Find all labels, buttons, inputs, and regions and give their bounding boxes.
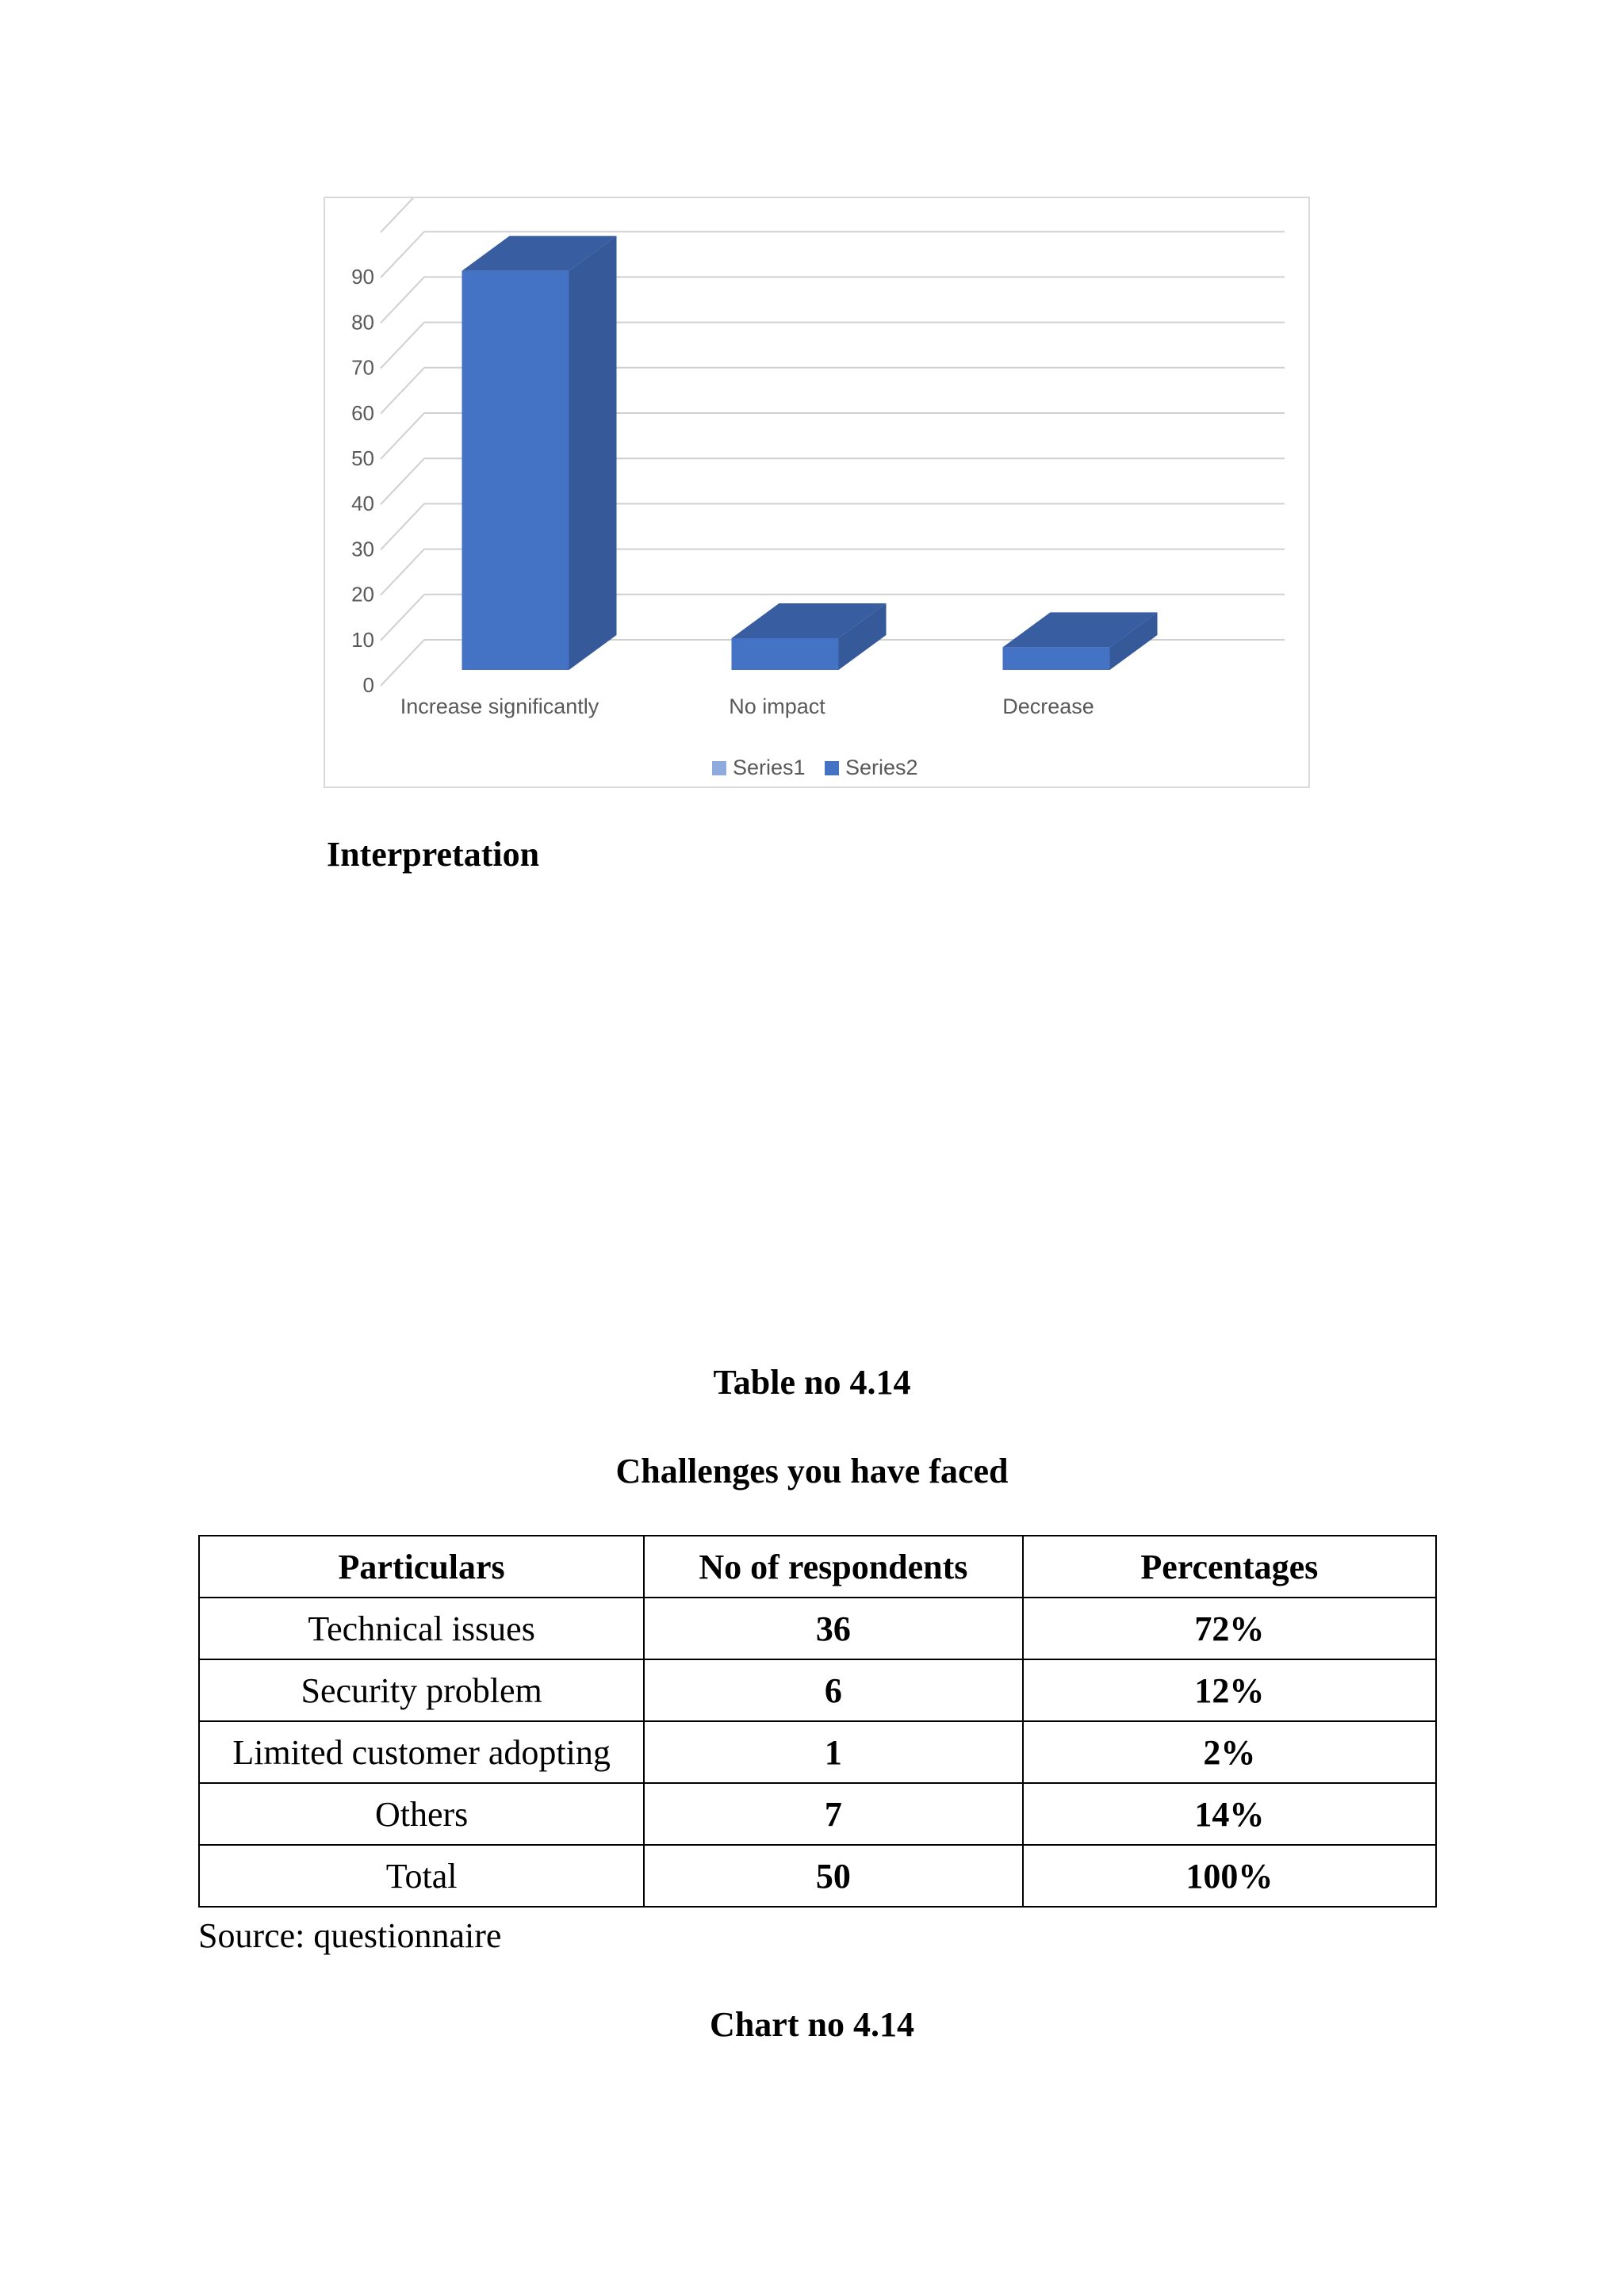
legend-swatch bbox=[712, 761, 726, 775]
gridline-side bbox=[381, 595, 424, 641]
x-category-label: Increase significantly bbox=[400, 695, 599, 718]
gridline-side bbox=[381, 232, 424, 277]
interpretation-heading: Interpretation bbox=[327, 835, 540, 874]
bar-chart bbox=[325, 198, 1308, 786]
cell-particular: Others bbox=[199, 1783, 644, 1845]
y-tick-label: 60 bbox=[351, 400, 374, 425]
cell-respondents: 1 bbox=[644, 1721, 1022, 1783]
table-row bbox=[199, 1659, 1436, 1721]
y-tick-label: 0 bbox=[362, 673, 374, 697]
bar-chart-container bbox=[324, 197, 1310, 788]
y-tick-label: 30 bbox=[351, 537, 374, 561]
gridline-side bbox=[381, 549, 424, 595]
table-row bbox=[199, 1598, 1436, 1659]
cell-respondents: 36 bbox=[644, 1598, 1022, 1659]
gridline-side bbox=[381, 458, 424, 504]
bar-front bbox=[1003, 647, 1110, 670]
gridline-side bbox=[381, 277, 424, 323]
gridline-side bbox=[381, 368, 424, 414]
header-particulars: Particulars bbox=[199, 1536, 644, 1598]
gridline-side bbox=[381, 413, 424, 459]
cell-particular: Security problem bbox=[199, 1659, 644, 1721]
y-tick-label: 10 bbox=[351, 627, 374, 652]
table-row bbox=[199, 1721, 1436, 1783]
x-category-label: Decrease bbox=[1002, 695, 1094, 718]
cell-percentage: 100% bbox=[1023, 1845, 1436, 1907]
header-percentages: Percentages bbox=[1023, 1536, 1436, 1598]
table-title: Table no 4.14 bbox=[713, 1363, 911, 1402]
challenges-table bbox=[198, 1535, 1437, 1908]
x-category-label: No impact bbox=[729, 695, 825, 718]
gridline-side bbox=[381, 198, 424, 232]
cell-respondents: 7 bbox=[644, 1783, 1022, 1845]
gridline-side bbox=[381, 640, 424, 686]
cell-percentage: 14% bbox=[1023, 1783, 1436, 1845]
legend-label: Series1 bbox=[733, 756, 806, 779]
bar-front bbox=[732, 638, 839, 670]
y-tick-label: 50 bbox=[351, 446, 374, 470]
bar-front bbox=[462, 271, 569, 670]
table-subtitle: Challenges you have faced bbox=[615, 1452, 1009, 1490]
cell-percentage: 72% bbox=[1023, 1598, 1436, 1659]
header-respondents: No of respondents bbox=[644, 1536, 1022, 1598]
cell-particular: Technical issues bbox=[199, 1598, 644, 1659]
gridline-side bbox=[381, 503, 424, 549]
cell-particular: Limited customer adopting bbox=[199, 1721, 644, 1783]
y-tick-label: 70 bbox=[351, 355, 374, 380]
table-header-row bbox=[199, 1536, 1436, 1598]
cell-percentage: 2% bbox=[1023, 1721, 1436, 1783]
table-row-total bbox=[199, 1845, 1436, 1907]
table-row bbox=[199, 1783, 1436, 1845]
source-note: Source: questionnaire bbox=[198, 1916, 502, 1955]
cell-particular: Total bbox=[199, 1845, 644, 1907]
y-tick-label: 90 bbox=[351, 265, 374, 289]
bar-side bbox=[569, 236, 617, 670]
legend-swatch bbox=[825, 761, 839, 775]
cell-respondents: 50 bbox=[644, 1845, 1022, 1907]
y-tick-label: 80 bbox=[351, 310, 374, 335]
y-tick-label: 40 bbox=[351, 492, 374, 516]
y-tick-label: 20 bbox=[351, 582, 374, 607]
gridline-side bbox=[381, 323, 424, 369]
cell-respondents: 6 bbox=[644, 1659, 1022, 1721]
legend-label: Series2 bbox=[845, 756, 918, 779]
cell-percentage: 12% bbox=[1023, 1659, 1436, 1721]
chart-number-heading: Chart no 4.14 bbox=[710, 2005, 914, 2044]
